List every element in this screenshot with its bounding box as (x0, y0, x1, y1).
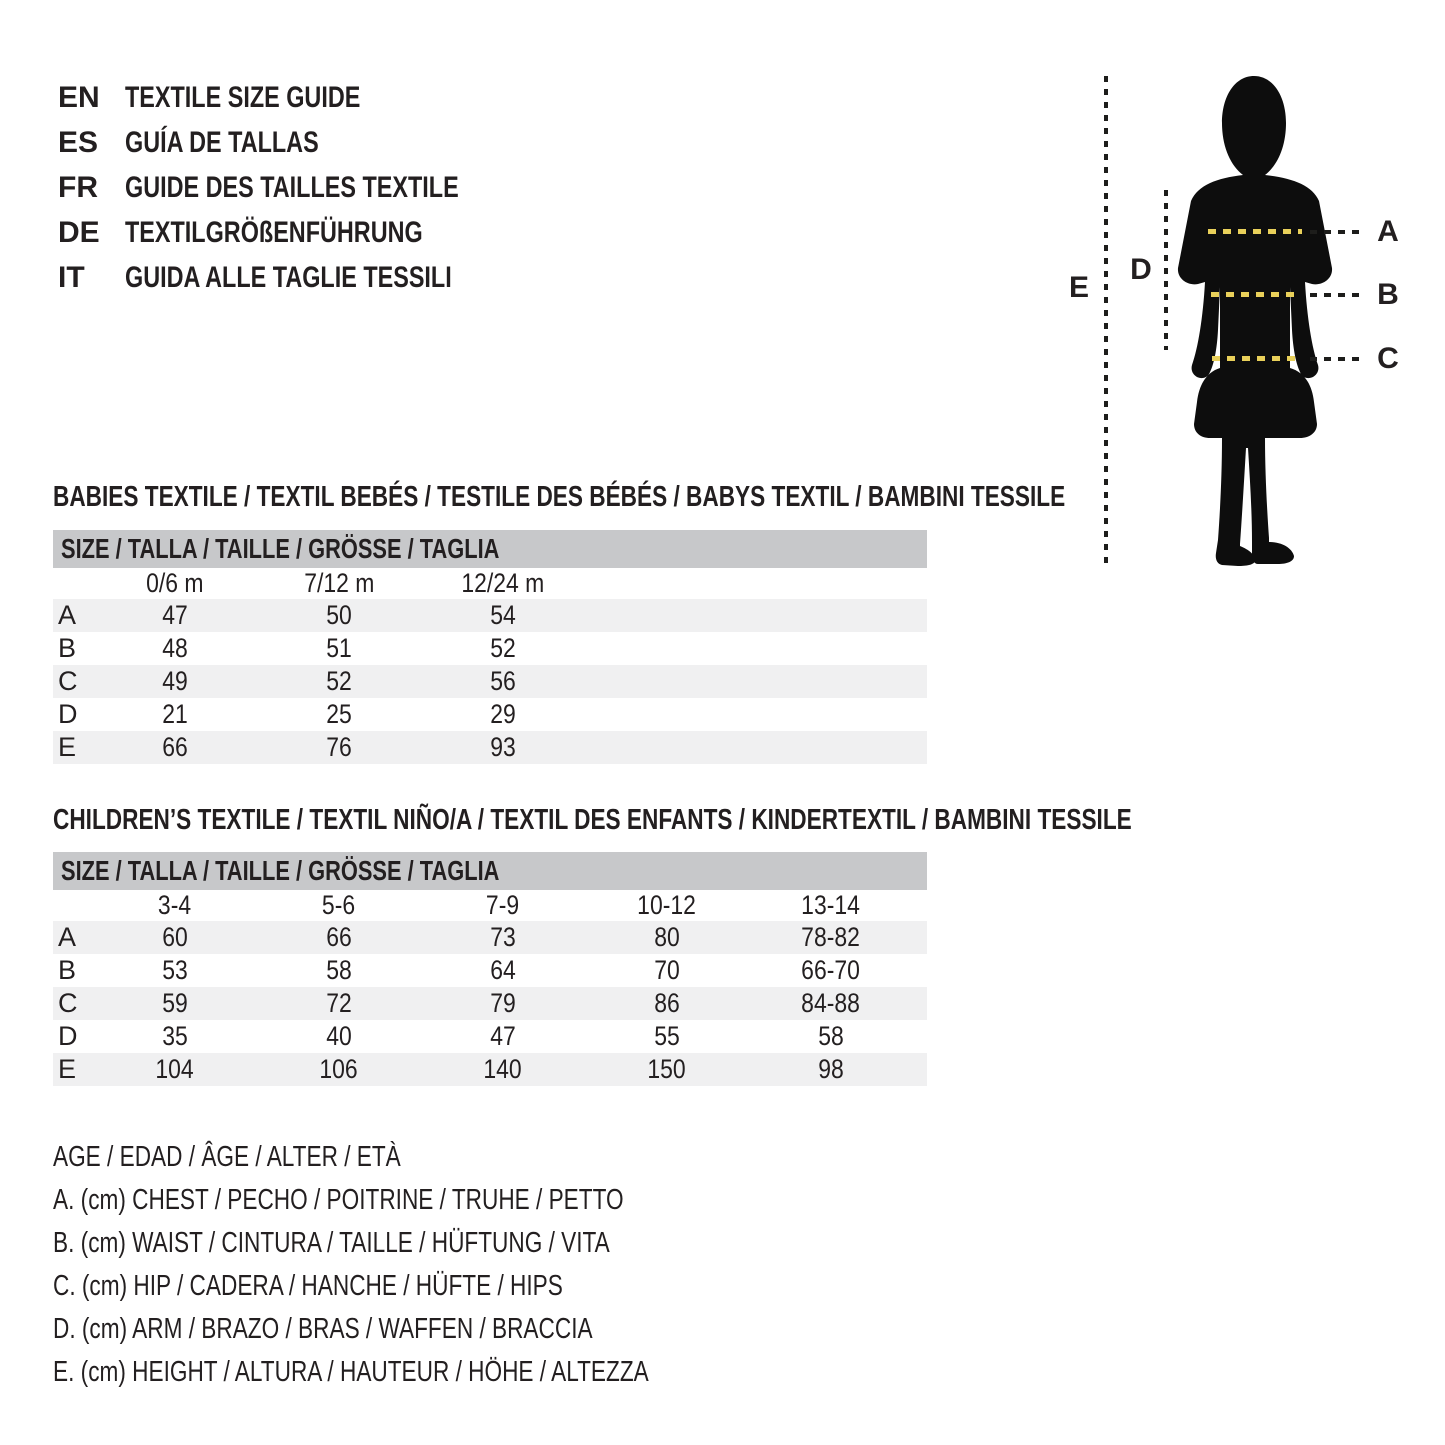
language-title-list (58, 75, 553, 300)
table-cell: 47 (162, 600, 188, 630)
lang-title: GUÍA DE TALLAS (125, 125, 319, 159)
lang-row-es (58, 120, 553, 165)
figure-marker-E: E (1068, 271, 1089, 304)
row-label: C (58, 988, 78, 1018)
table-row (53, 1020, 927, 1053)
column-header: 12/24 m (461, 568, 545, 598)
waist-measure-line-yellow (1211, 292, 1301, 297)
row-label: A (58, 600, 77, 630)
figure-marker-A: A (1377, 215, 1399, 248)
column-header: 13-14 (801, 890, 861, 920)
table-cell: 59 (162, 988, 188, 1018)
table-cell: 50 (326, 600, 352, 630)
children-section-title: CHILDREN’S TEXTILE / TEXTIL NIÑO/A / TEXTIL DES ENFANTS / KINDERTEXTIL / BAMBINI TESSILE (53, 804, 1132, 836)
babies-column-header-row (53, 568, 927, 599)
lang-row-de (58, 210, 553, 255)
row-label: E (58, 1054, 77, 1084)
lang-code: DE (58, 215, 100, 249)
column-header: 0/6 m (146, 568, 204, 598)
table-cell: 78-82 (801, 922, 861, 952)
waist-measure-leader-line (1310, 293, 1362, 297)
table-cell: 56 (490, 666, 516, 696)
size-header-label: SIZE / TALLA / TAILLE / GRÖSSE / TAGLIA (61, 855, 500, 886)
table-cell: 72 (326, 988, 352, 1018)
table-row (53, 987, 927, 1020)
table-row (53, 954, 927, 987)
table-cell: 66-70 (801, 955, 861, 985)
table-row (53, 921, 927, 954)
table-cell: 21 (162, 699, 188, 729)
table-header-bar (53, 852, 927, 890)
table-row (53, 665, 927, 698)
lang-code: IT (58, 260, 85, 294)
figure-marker-C: C (1377, 342, 1399, 375)
table-cell: 35 (162, 1021, 188, 1051)
table-cell: 76 (326, 732, 352, 762)
babies-section-title: BABIES TEXTILE / TEXTIL BEBÉS / TESTILE DES BÉBÉS / BABYS TEXTIL / BAMBINI TESSILE (53, 481, 1066, 513)
table-row (53, 599, 927, 632)
legend-line-height: E. (cm) HEIGHT / ALTURA / HAUTEUR / HÖHE / ALTEZZA (53, 1356, 649, 1388)
table-cell: 58 (326, 955, 352, 985)
table-row (53, 731, 927, 764)
row-label: C (58, 666, 78, 696)
table-cell: 52 (326, 666, 352, 696)
column-header: 5-6 (322, 890, 356, 920)
row-label: A (58, 922, 77, 952)
table-cell: 47 (490, 1021, 516, 1051)
table-row (53, 1053, 927, 1086)
table-cell: 80 (654, 922, 680, 952)
figure-marker-B: B (1377, 278, 1399, 311)
table-cell: 29 (490, 699, 516, 729)
table-cell: 70 (654, 955, 680, 985)
table-cell: 54 (490, 600, 516, 630)
lang-title: GUIDE DES TAILLES TEXTILE (125, 170, 459, 204)
row-label: D (58, 1021, 78, 1051)
table-cell: 58 (818, 1021, 844, 1051)
lang-row-it (58, 255, 553, 300)
table-cell: 73 (490, 922, 516, 952)
table-cell: 52 (490, 633, 516, 663)
legend-line-arm: D. (cm) ARM / BRAZO / BRAS / WAFFEN / BRACCIA (53, 1313, 593, 1345)
table-cell: 60 (162, 922, 188, 952)
lang-code: ES (58, 125, 99, 159)
lang-row-en (58, 75, 553, 120)
table-cell: 49 (162, 666, 188, 696)
hip-measure-leader-line (1310, 357, 1360, 361)
column-header: 7/12 m (303, 568, 375, 598)
babies-size-table (53, 530, 927, 764)
table-cell: 150 (647, 1054, 687, 1084)
table-cell: 66 (326, 922, 352, 952)
lang-title: GUIDA ALLE TAGLIE TESSILI (125, 260, 452, 294)
table-cell: 93 (490, 732, 516, 762)
table-cell: 48 (162, 633, 188, 663)
arm-measure-dotted-line-D (1164, 190, 1168, 350)
children-size-table (53, 852, 927, 1086)
table-cell: 84-88 (801, 988, 861, 1018)
table-cell: 66 (162, 732, 188, 762)
row-label: B (58, 633, 77, 663)
row-label: B (58, 955, 77, 985)
table-cell: 98 (818, 1054, 844, 1084)
table-cell: 140 (483, 1054, 523, 1084)
lang-code: EN (58, 80, 100, 114)
table-cell: 25 (326, 699, 352, 729)
lang-code: FR (58, 170, 98, 204)
children-column-header-row (53, 890, 927, 921)
table-cell: 104 (155, 1054, 195, 1084)
table-cell: 55 (654, 1021, 680, 1051)
legend-line-age: AGE / EDAD / ÂGE / ALTER / ETÀ (53, 1141, 401, 1173)
table-row (53, 632, 927, 665)
legend-line-chest: A. (cm) CHEST / PECHO / POITRINE / TRUHE / PETTO (53, 1184, 624, 1216)
column-header: 10-12 (637, 890, 697, 920)
table-cell: 79 (490, 988, 516, 1018)
table-header-bar (53, 530, 927, 568)
table-cell: 40 (326, 1021, 352, 1051)
figure-marker-D: D (1130, 253, 1152, 286)
chest-measure-line-yellow (1208, 229, 1302, 234)
column-header: 3-4 (158, 890, 192, 920)
chest-measure-leader-line (1310, 230, 1362, 234)
size-header-label: SIZE / TALLA / TAILLE / GRÖSSE / TAGLIA (61, 533, 500, 564)
column-header: 7-9 (486, 890, 520, 920)
table-cell: 86 (654, 988, 680, 1018)
row-label: D (58, 699, 78, 729)
table-row (53, 698, 927, 731)
table-cell: 53 (162, 955, 188, 985)
measurement-legend (53, 1136, 817, 1394)
table-cell: 106 (319, 1054, 359, 1084)
lang-title: TEXTILGRÖßENFÜHRUNG (125, 215, 423, 249)
legend-line-hip: C. (cm) HIP / CADERA / HANCHE / HÜFTE / HIPS (53, 1270, 563, 1302)
hip-measure-line-yellow (1212, 356, 1302, 361)
lang-row-fr (58, 165, 553, 210)
legend-line-waist: B. (cm) WAIST / CINTURA / TAILLE / HÜFTUNG / VITA (53, 1227, 610, 1259)
table-cell: 64 (490, 955, 516, 985)
table-cell: 51 (326, 633, 352, 663)
row-label: E (58, 732, 77, 762)
lang-title: TEXTILE SIZE GUIDE (125, 80, 361, 114)
